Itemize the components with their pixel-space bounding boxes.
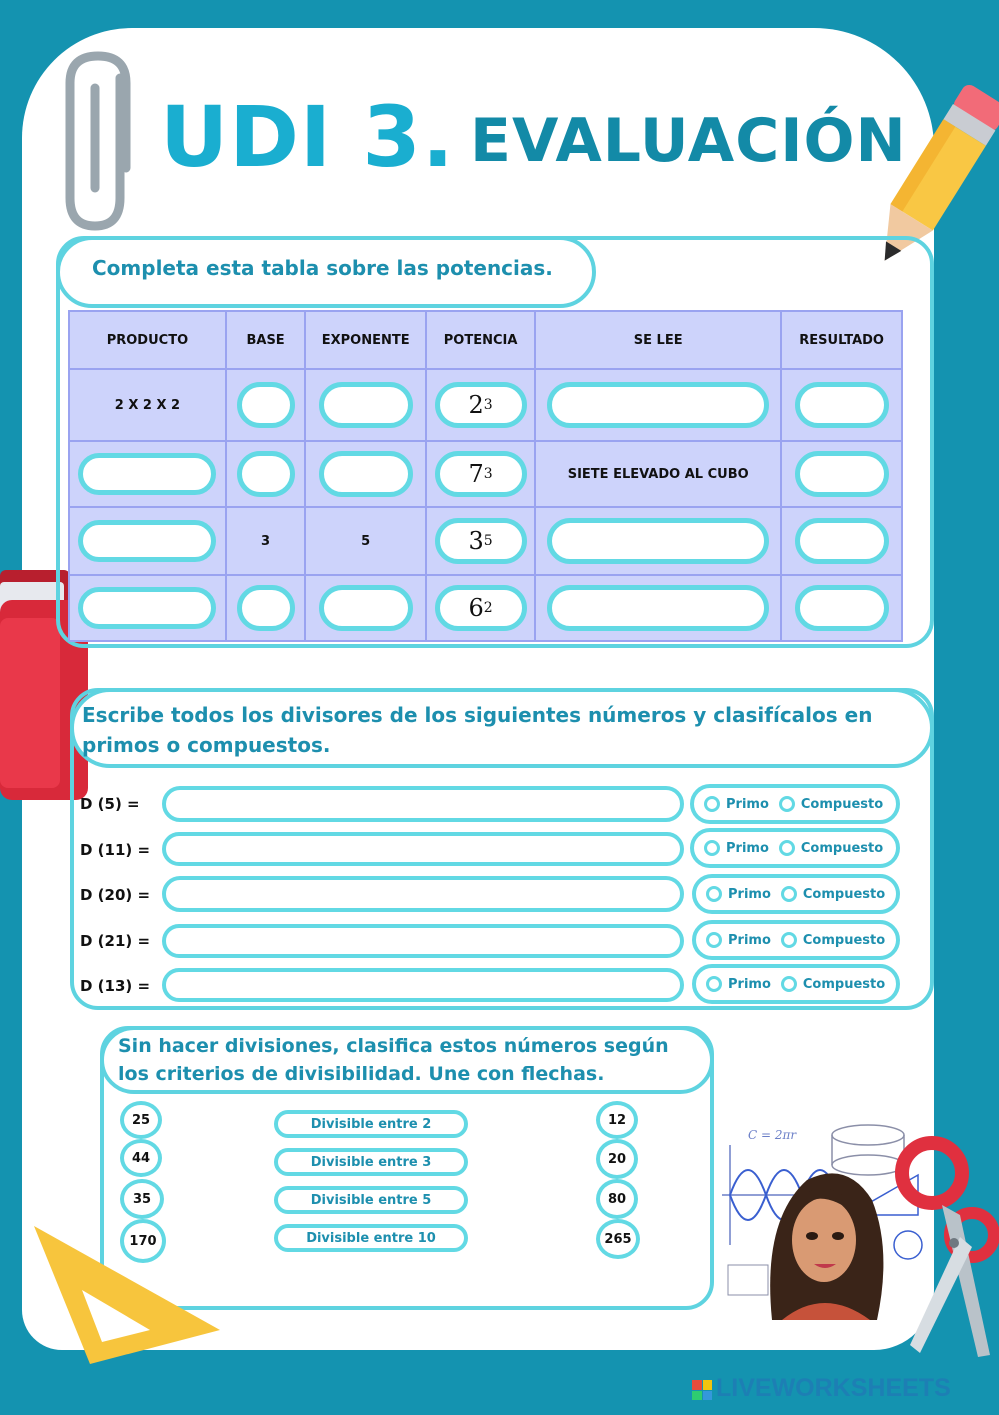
compuesto-radio[interactable] [779,840,795,856]
se-lee-input[interactable] [547,518,769,564]
exponente-input[interactable] [319,382,413,428]
base-input[interactable] [237,382,295,428]
base-cell: 3 [226,507,305,575]
compuesto-radio[interactable] [779,796,795,812]
potencia-value: 3 5 [435,518,527,564]
title-evaluacion: EVALUACIÓN [470,106,907,176]
right-number[interactable]: 20 [596,1139,638,1179]
section1-instruction: Completa esta tabla sobre las potencias. [92,256,553,280]
primo-radio[interactable] [706,886,722,902]
exponente-input[interactable] [319,451,413,497]
primo-label: Primo [728,932,771,948]
paperclip-icon [50,48,160,238]
left-number[interactable]: 35 [120,1179,164,1219]
se-lee-input[interactable] [547,382,769,428]
primo-radio[interactable] [704,796,720,812]
classification-group [692,920,900,960]
divisor-input[interactable] [162,968,684,1002]
section3-instruction-line1: Sin hacer divisiones, clasifica estos números según [118,1035,669,1057]
compuesto-radio[interactable] [781,886,797,902]
primo-label: Primo [728,886,771,902]
primo-radio[interactable] [706,932,722,948]
divisor-label: D (5) = [80,795,140,813]
right-number[interactable]: 12 [596,1101,638,1139]
primo-label: Primo [726,796,769,812]
se-lee-input[interactable] [547,585,769,631]
base-input[interactable] [237,585,295,631]
compuesto-label: Compuesto [802,886,886,902]
criterion-3[interactable]: Divisible entre 3 [274,1148,468,1176]
right-number[interactable]: 80 [596,1179,638,1219]
primo-label: Primo [726,840,769,856]
divisor-input[interactable] [162,832,684,866]
section3-instruction-line2: los criterios de divisibilidad. Une con flechas. [118,1063,605,1085]
header-potencia: POTENCIA [426,311,535,369]
table-row [69,441,902,507]
criterion-5[interactable]: Divisible entre 5 [274,1186,468,1214]
primo-radio[interactable] [704,840,720,856]
divisor-label: D (13) = [80,977,151,995]
right-number[interactable]: 265 [596,1219,640,1259]
classification-group [690,784,900,824]
formula-label: C = 2πr [748,1128,797,1142]
producto-input[interactable] [78,453,216,495]
divisor-label: D (21) = [80,932,151,950]
primo-label: Primo [728,976,771,992]
primo-radio[interactable] [706,976,722,992]
table-row [69,507,902,575]
producto-input[interactable] [78,520,216,562]
title-udi: UDI 3. [160,88,455,186]
potencia-value: 6 2 [435,585,527,631]
avatar [752,1160,892,1320]
criterion-10[interactable]: Divisible entre 10 [274,1224,468,1252]
resultado-input[interactable] [795,451,889,497]
compuesto-label: Compuesto [800,840,884,856]
header-base: BASE [226,311,305,369]
potencia-value: 7 3 [435,451,527,497]
table-row [69,575,902,641]
exponente-input[interactable] [319,585,413,631]
triangle-ruler-icon [30,1220,230,1370]
header-resultado: RESULTADO [781,311,902,369]
classification-group [692,964,900,1004]
compuesto-label: Compuesto [800,796,884,812]
left-number[interactable]: 44 [120,1139,162,1177]
powers-table [68,310,903,642]
producto-input[interactable] [78,587,216,629]
compuesto-radio[interactable] [781,932,797,948]
resultado-input[interactable] [795,382,889,428]
potencia-value: 2 3 [435,382,527,428]
table-row [69,369,902,441]
left-number[interactable]: 25 [120,1101,162,1139]
header-exponente: EXPONENTE [305,311,426,369]
classification-group [690,828,900,868]
header-producto: PRODUCTO [69,311,226,369]
liveworksheets-logo-icon [692,1380,712,1400]
producto-cell: 2 X 2 X 2 [69,369,226,441]
resultado-input[interactable] [795,585,889,631]
divisor-input[interactable] [162,786,684,822]
header-se-lee: SE LEE [535,311,781,369]
scissors-icon [880,1125,999,1365]
divisor-input[interactable] [162,924,684,958]
classification-group [692,874,900,914]
section2-instruction: Escribe todos los divisores de los siguientes números y clasifícalos en primos o compuestos. [82,703,873,757]
se-lee-cell: SIETE ELEVADO AL CUBO [535,441,781,507]
divisor-input[interactable] [162,876,684,912]
compuesto-label: Compuesto [802,932,886,948]
criterion-2[interactable]: Divisible entre 2 [274,1110,468,1138]
divisor-label: D (11) = [80,841,151,859]
base-input[interactable] [237,451,295,497]
compuesto-radio[interactable] [781,976,797,992]
left-number[interactable]: 170 [120,1219,166,1263]
resultado-input[interactable] [795,518,889,564]
compuesto-label: Compuesto [802,976,886,992]
divisor-label: D (20) = [80,886,151,904]
exponente-cell: 5 [305,507,426,575]
footer-brand[interactable]: LIVEWORKSHEETS [716,1374,951,1402]
